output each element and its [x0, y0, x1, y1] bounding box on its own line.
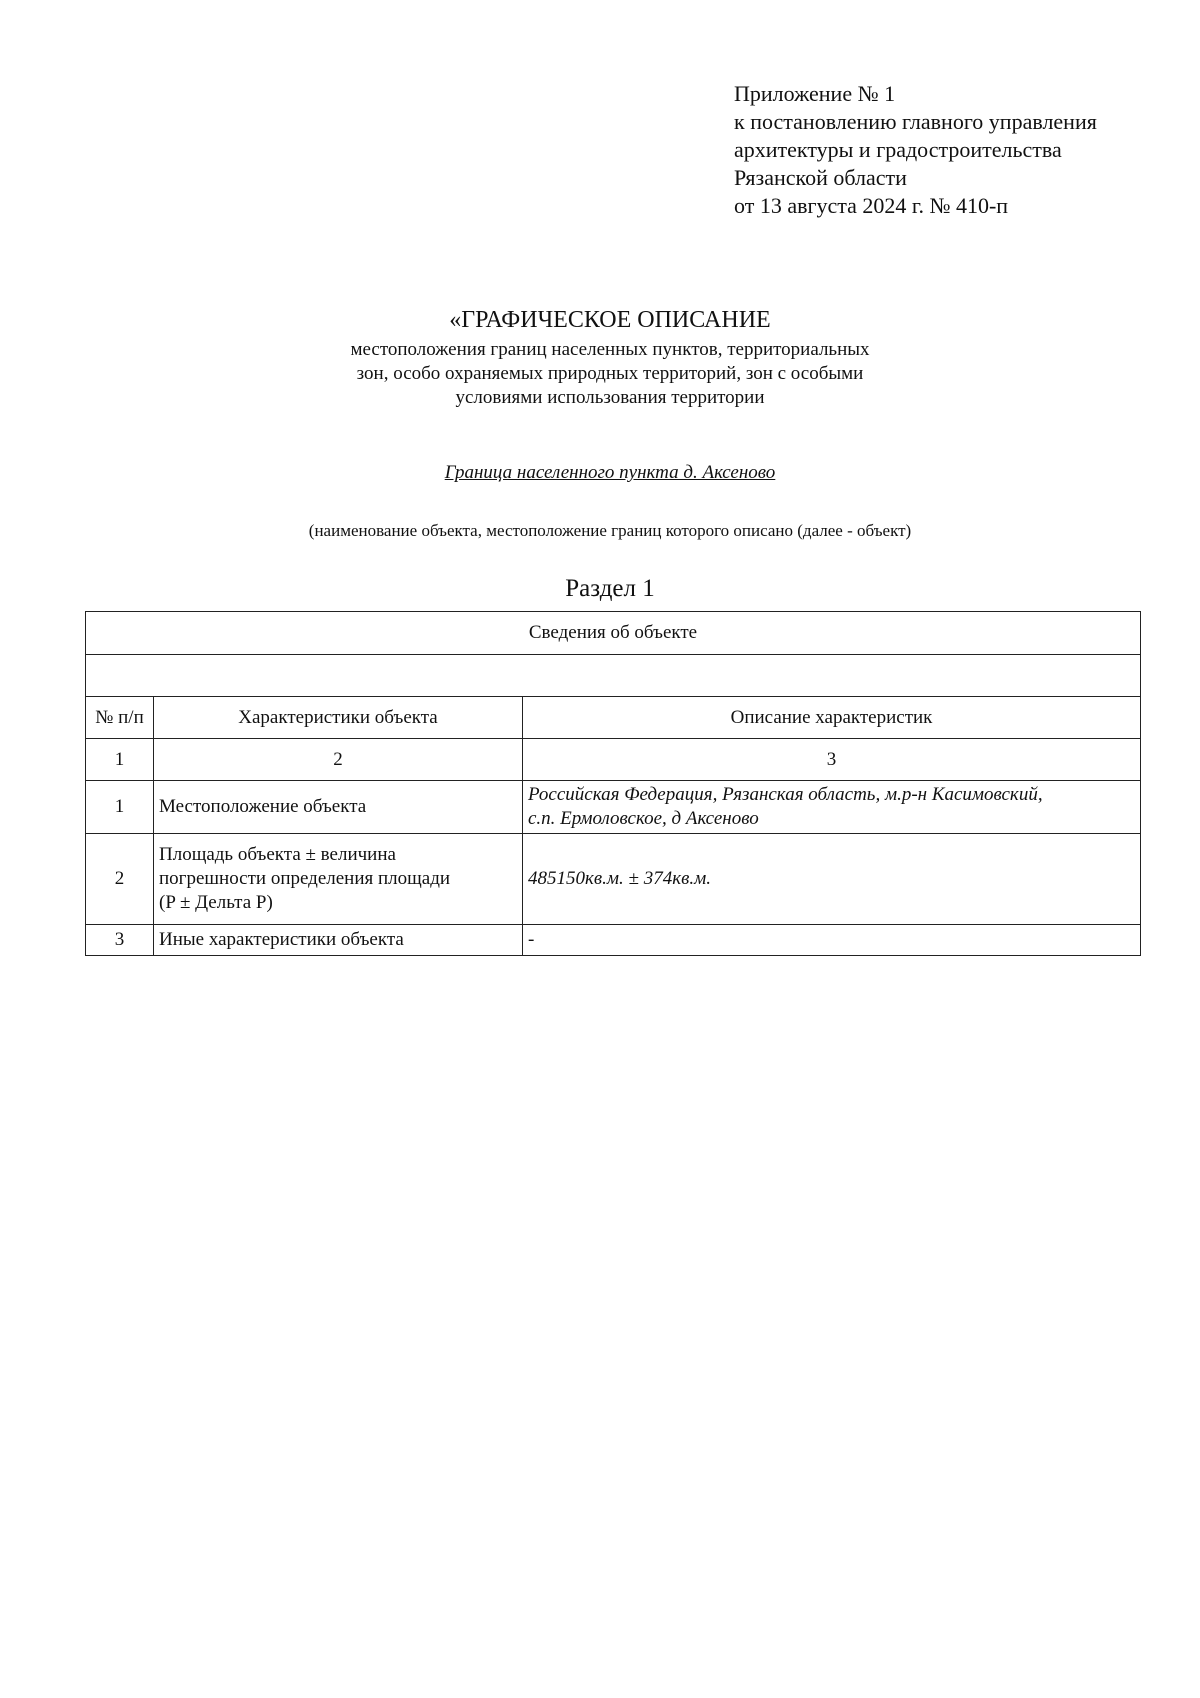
appendix-line: архитектуры и градостроительства	[734, 137, 1062, 162]
table-heading-row	[86, 612, 1141, 655]
object-name-text: Граница населенного пункта д. Аксеново	[444, 462, 776, 483]
subtitle-line: условиями использования территории	[455, 387, 765, 408]
document-subtitle	[0, 338, 1200, 410]
characteristic-line: погрешности определения площади	[159, 868, 451, 889]
column-index: 2	[154, 739, 523, 781]
characteristic-line: Площадь объекта ± величина	[159, 844, 396, 865]
table-header-row	[86, 697, 1141, 739]
column-header-description: Описание характеристик	[523, 697, 1141, 739]
document-title: «ГРАФИЧЕСКОЕ ОПИСАНИЕ	[449, 307, 771, 333]
row-characteristic: Местоположение объекта	[154, 781, 523, 834]
characteristic-line: (P ± Дельта P)	[159, 892, 273, 913]
column-header-number: № п/п	[86, 697, 154, 739]
description-line: Российская Федерация, Рязанская область, м.р-н Касимовский,	[528, 784, 1043, 805]
subtitle-line: местоположения границ населенных пунктов, территориальных	[350, 339, 870, 360]
appendix-line: Рязанской области	[734, 165, 907, 190]
row-description: -	[523, 925, 1141, 956]
row-description: 485150кв.м. ± 374кв.м.	[523, 834, 1141, 925]
object-info-table	[85, 611, 1141, 956]
appendix-line: Приложение № 1	[734, 81, 896, 106]
column-index: 3	[523, 739, 1141, 781]
table-index-row	[86, 739, 1141, 781]
subtitle-line: зон, особо охраняемых природных территорий, зон с особыми	[356, 363, 864, 384]
column-index: 1	[86, 739, 154, 781]
description-line: с.п. Ермоловское, д Аксеново	[528, 808, 759, 829]
table-heading: Сведения об объекте	[86, 612, 1141, 655]
table-row	[86, 925, 1141, 956]
row-description	[523, 781, 1141, 834]
table-empty-row	[86, 655, 1141, 697]
row-number: 1	[86, 781, 154, 834]
row-characteristic: Иные характеристики объекта	[154, 925, 523, 956]
appendix-line: к постановлению главного управления	[734, 109, 1097, 134]
table-row	[86, 834, 1141, 925]
row-number: 2	[86, 834, 154, 925]
appendix-line: от 13 августа 2024 г. № 410-п	[734, 193, 1009, 218]
table-empty-cell	[86, 655, 1141, 697]
row-number: 3	[86, 925, 154, 956]
object-name	[0, 461, 1200, 485]
row-characteristic	[154, 834, 523, 925]
section-title: Раздел 1	[565, 575, 655, 602]
object-caption: (наименование объекта, местоположение границ которого описано (далее - объект)	[308, 521, 912, 540]
column-header-characteristic: Характеристики объекта	[154, 697, 523, 739]
table-row	[86, 781, 1141, 834]
appendix-block	[734, 80, 1097, 220]
